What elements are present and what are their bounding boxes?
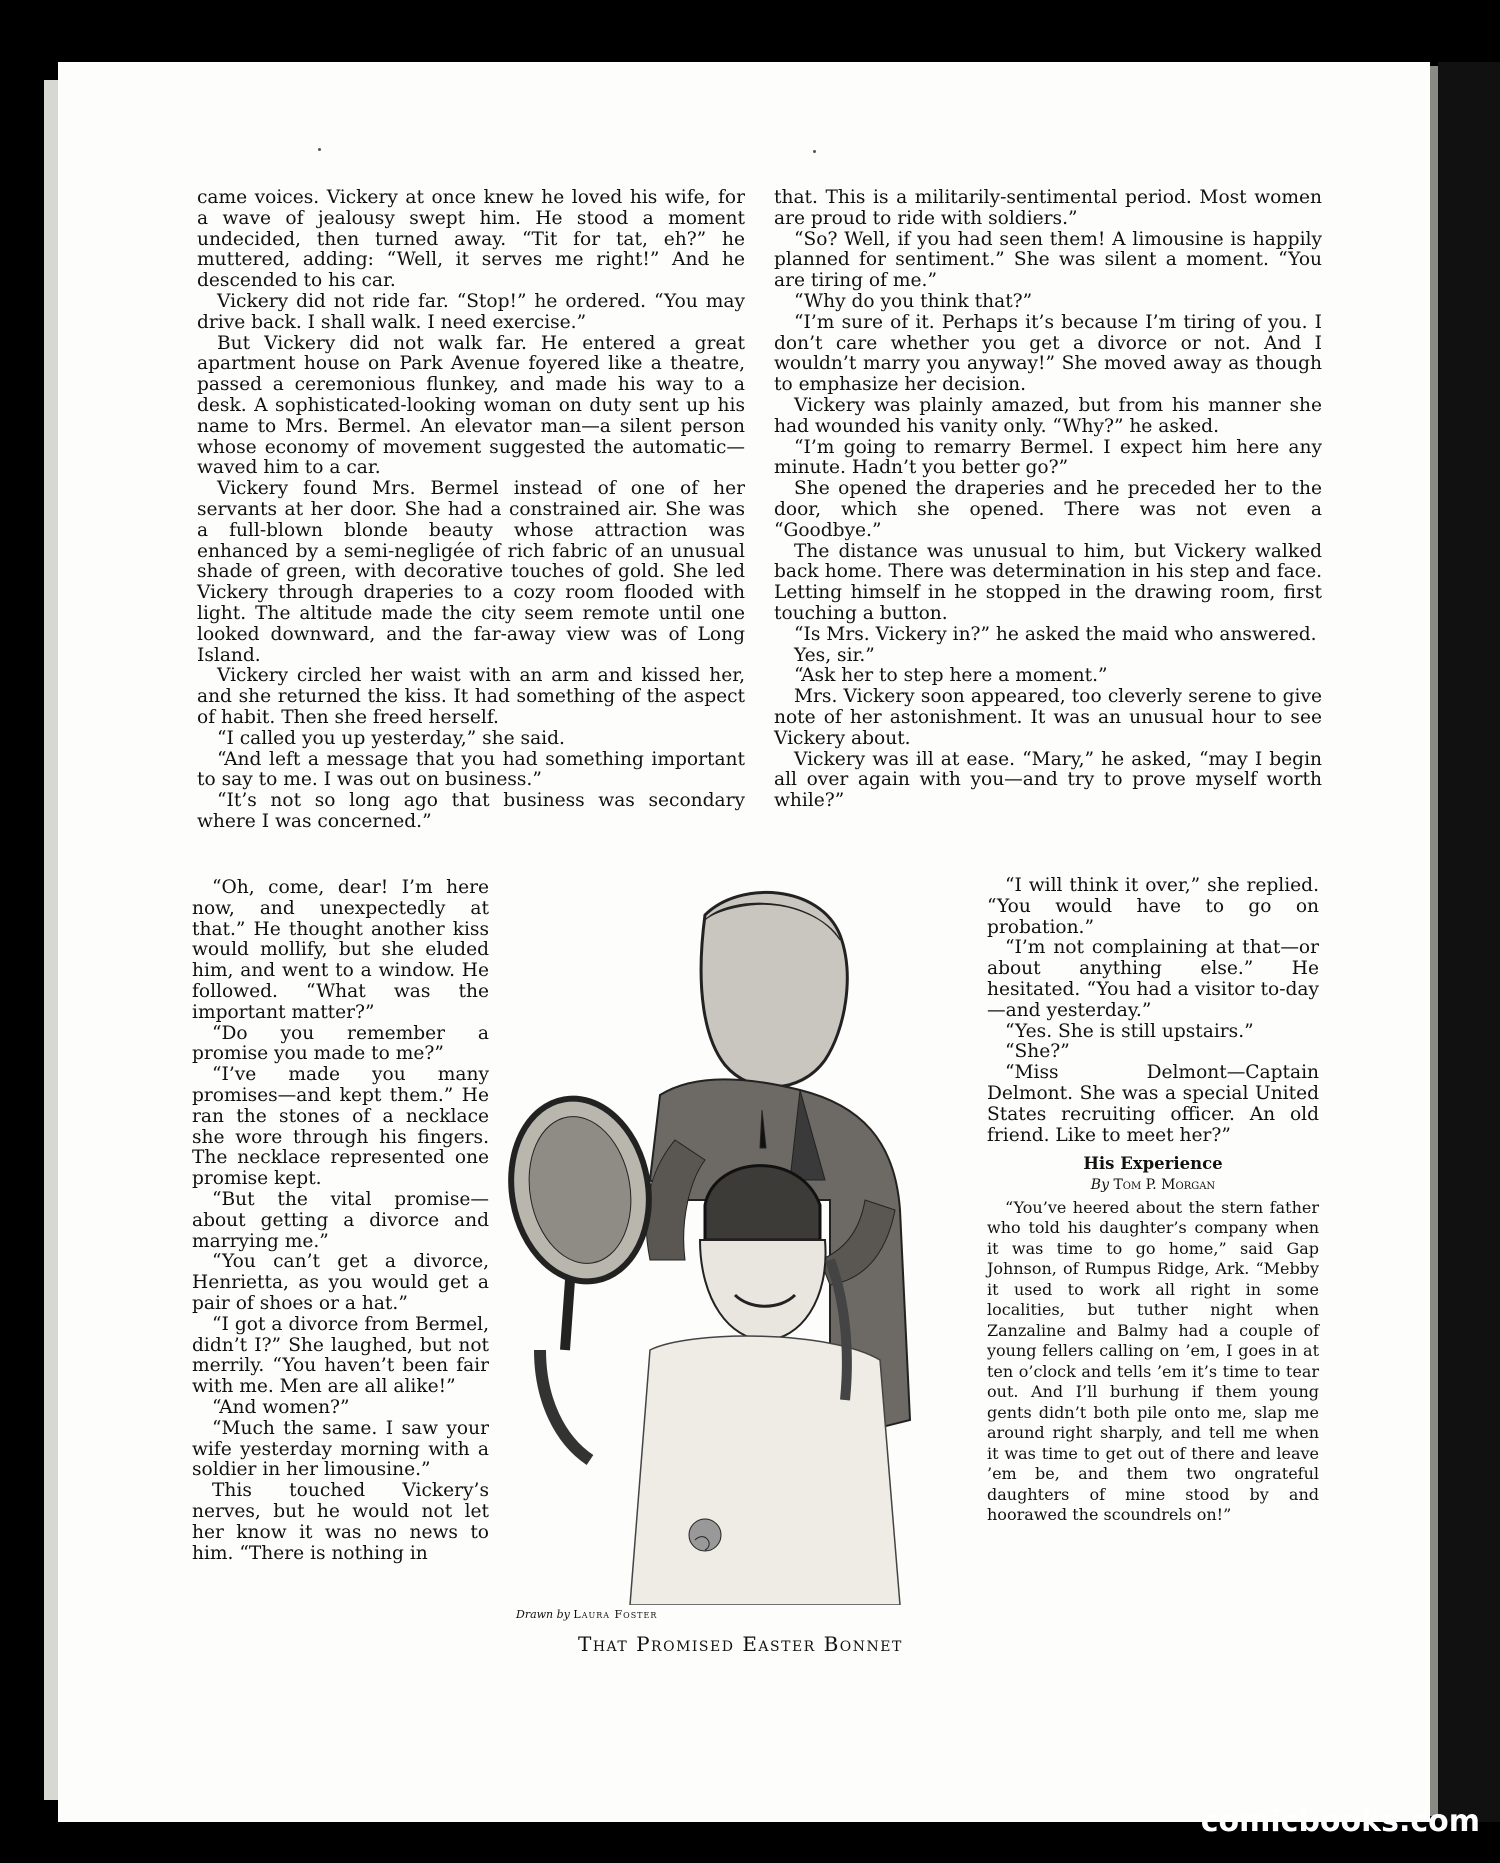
sidebar-title: His Experience <box>1083 1154 1223 1174</box>
paragraph: “Oh, come, dear! I’m here now, and unexpectedly at that.” He thought another kiss would mollify, but she eluded him, and went to a window. He followed. “What was the important matter?” <box>192 877 489 1023</box>
page-right-edge <box>1430 66 1438 1816</box>
paragraph: “Yes. She is still upstairs.” <box>1005 1020 1254 1042</box>
paragraph: Vickery circled her waist with an arm and kissed her, and she returned the kiss. It had something of the aspect of habit. Then she freed herself. <box>197 665 745 728</box>
paragraph: that. This is a militarily-sentimental period. Most women are proud to ride with soldiers.” <box>774 187 1322 229</box>
article-column-right-bottom <box>987 876 1319 1526</box>
speck <box>813 150 816 153</box>
paragraph: “Miss Delmont—Captain Delmont. She was a special United States recruiting officer. An old friend. Like to meet her?” <box>987 1062 1319 1146</box>
paragraph: She opened the draperies and he preceded her to the door, which she opened. There was not even a “Goodbye.” <box>774 478 1322 541</box>
paragraph: Mrs. Vickery soon appeared, too cleverly serene to give note of her astonishment. It was an unusual hour to see Vickery about. <box>774 686 1322 749</box>
paragraph: “I called you up yesterday,” she said. <box>217 727 565 749</box>
illustration-caption: That Promised Easter Bonnet <box>578 1632 903 1656</box>
paragraph: “I’m going to remarry Bermel. I expect him here any minute. Hadn’t you better go?” <box>774 436 1322 479</box>
paragraph: “She?” <box>1005 1041 1070 1063</box>
article-column-right-top <box>774 188 1322 812</box>
paragraph: “You can’t get a divorce, Henrietta, as you would get a pair of shoes or a hat.” <box>192 1251 489 1314</box>
paragraph: Vickery did not ride far. “Stop!” he ordered. “You may drive back. I shall walk. I need exercise.” <box>197 290 745 333</box>
paragraph: “Why do you think that?” <box>794 290 1033 312</box>
paragraph: “So? Well, if you had seen them! A limousine is happily planned for sentiment.” She was silent a moment. “You are tiring of me.” <box>774 228 1322 292</box>
paragraph: This touched Vickery’s nerves, but he would not let her know it was no news to him. “There is nothing in <box>192 1480 489 1564</box>
illustration-credit <box>516 1608 657 1621</box>
paragraph: “I’m sure of it. Perhaps it’s because I’m tiring of you. I don’t care whether you get a divorce or not. And I wouldn’t marry you anyway!” She moved away as though to emphasize her decision. <box>774 311 1322 396</box>
illustration <box>500 880 980 1605</box>
article-column-left-top <box>197 188 745 833</box>
paragraph: “Do you remember a promise you made to me?” <box>192 1022 489 1065</box>
sidebar-author: Tom P. Morgan <box>1113 1177 1216 1194</box>
byline-prefix: By <box>1090 1177 1109 1194</box>
paragraph: “And women?” <box>212 1396 350 1418</box>
paragraph: “Ask her to step here a moment.” <box>794 665 1108 687</box>
speck <box>318 148 321 151</box>
paragraph: The distance was unusual to him, but Vickery walked back home. There was determination in his step and face. Letting himself in he stopped in the drawing room, first touching a button. <box>774 540 1322 624</box>
paragraph: “And left a message that you had something important to say to me. I was out on business.” <box>197 748 745 791</box>
paragraph: Vickery found Mrs. Bermel instead of one of her servants at her door. She had a constrained air. She was a full-blown blonde beauty whose attraction was enhanced by a semi-negligée of rich fabric of an unusual shade of green, with decorative touches of gold. She led Vickery through draperies to a cozy room flooded with light. The altitude made the city seem remote until one looked downward, and the far-away view was of Long Island. <box>197 478 745 666</box>
paragraph: “I got a divorce from Bermel, didn’t I?” She laughed, but not merrily. “You haven’t been fair with me. Men are all alike!” <box>192 1313 489 1398</box>
paragraph: Yes, sir.” <box>794 644 875 666</box>
paragraph: But Vickery did not walk far. He entered a great apartment house on Park Avenue foyered like a theatre, passed a ceremonious flunkey, and made his way to a desk. A sophisticated-looking woman on duty sent up his name to Mrs. Bermel. An elevator man—a silent person whose economy of movement suggested the automatic—waved him to a car. <box>197 332 745 479</box>
scan-margin <box>1438 62 1500 1822</box>
sidebar-body: “You’ve heered about the stern father who told his daughter’s company when it was time to go home,” said Gap Johnson, of Rumpus Ridge, Ark. “Mebby it used to work all right in some localities, but tuther night when Zanzaline and Balmy had a couple of young fellers calling on ’em, I goes in at ten o’clock and tells ’em it’s time to tear out. And I’ll burhung if them young gents didn’t both pile onto me, slap me around right sharply, and tell me when it was time to get out of there and leave ’em be, and them two ongrateful daughters of mine stood by and hoorawed the scoundrels on!” <box>987 1197 1319 1525</box>
paragraph: Vickery was ill at ease. “Mary,” he asked, “may I begin all over again with you—and try to prove myself worth while?” <box>774 748 1322 812</box>
paragraph: “But the vital promise—about getting a divorce and marrying me.” <box>192 1188 489 1252</box>
sidebar-byline <box>987 1175 1319 1196</box>
artist-name: Laura Foster <box>573 1608 658 1621</box>
page-left-edge <box>44 80 58 1800</box>
paragraph: “I’m not complaining at that—or about anything else.” He hesitated. “You had a visitor to-day—and yesterday.” <box>987 937 1319 1021</box>
watermark: comicbooks.com <box>1200 1804 1480 1839</box>
paragraph: Vickery was plainly amazed, but from his manner she had wounded his vanity only. “Why?” he asked. <box>774 394 1322 437</box>
paragraph: “I will think it over,” she replied. “You would have to go on probation.” <box>987 875 1319 938</box>
paragraph: “Much the same. I saw your wife yesterday morning with a soldier in her limousine.” <box>192 1417 489 1481</box>
paragraph: came voices. Vickery at once knew he loved his wife, for a wave of jealousy swept him. He stood a moment undecided, then turned away. “Tit for tat, eh?” he muttered, adding: “Well, it serves me right!” And he descended to his car. <box>197 187 745 292</box>
credit-prefix: Drawn by <box>516 1608 570 1621</box>
paragraph: “I’ve made you many promises—and kept them.” He ran the stones of a necklace she wore through his fingers. The necklace represented one promise kept. <box>192 1064 489 1190</box>
paragraph: “It’s not so long ago that business was secondary where I was concerned.” <box>197 790 745 832</box>
paragraph: “Is Mrs. Vickery in?” he asked the maid who answered. <box>794 623 1317 645</box>
article-column-left-bottom <box>192 878 489 1564</box>
